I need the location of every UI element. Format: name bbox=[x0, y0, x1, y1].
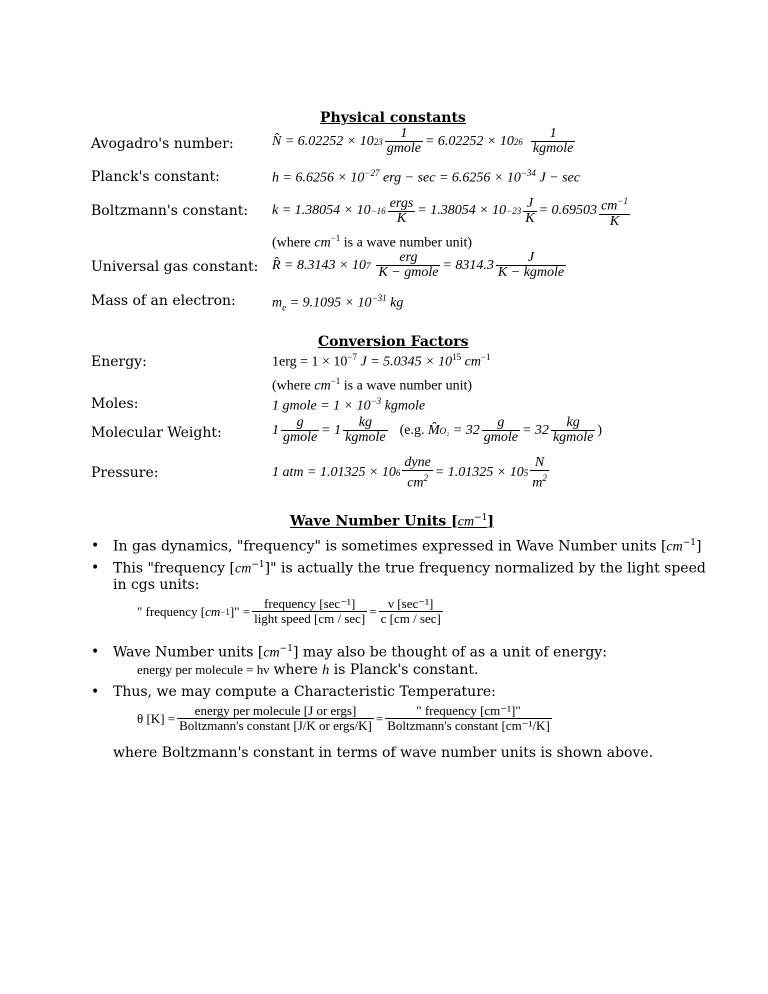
bullet-2-unit: cm bbox=[235, 561, 252, 577]
molw-one: 1 bbox=[272, 422, 279, 438]
moles-label: Moles: bbox=[91, 396, 139, 412]
energy-exp-1: −7 bbox=[347, 352, 357, 362]
energy-exp-3: −1 bbox=[480, 352, 491, 362]
fraction-denominator: Boltzmann's constant [J/K or ergs/K] bbox=[179, 718, 372, 733]
fraction-denominator: gmole bbox=[483, 430, 518, 445]
fraction-denominator: K bbox=[388, 211, 416, 226]
pressure-fraction-2 bbox=[530, 456, 549, 491]
moles-exp: −3 bbox=[370, 396, 382, 406]
theta-fraction-1 bbox=[177, 704, 374, 733]
fraction-denominator bbox=[530, 470, 549, 491]
fraction-numerator: ergs bbox=[389, 195, 414, 211]
electron-mass-label: Mass of an electron: bbox=[91, 293, 236, 309]
pressure-den-1: cm bbox=[407, 475, 424, 491]
molw-close: ) bbox=[597, 422, 603, 438]
fraction-numerator: frequency [sec⁻¹] bbox=[264, 596, 356, 611]
molw-eq: = 1 bbox=[321, 422, 342, 438]
conversion-factors-heading: Conversion Factors bbox=[318, 334, 469, 350]
bullet-3-rest: is Planck's constant. bbox=[333, 662, 479, 678]
fraction-denominator: gmole bbox=[283, 430, 318, 445]
planck-value-1: h = 6.6256 × 10 bbox=[272, 170, 365, 186]
energy-value-1: 1erg = 1 × 10 bbox=[272, 354, 348, 370]
gas-fraction-2 bbox=[496, 251, 566, 280]
fraction-numerator: 1 bbox=[400, 126, 408, 141]
molw-fraction-3 bbox=[482, 416, 520, 445]
bullet-3-b: ] may also be thought of as a unit of energy: bbox=[292, 644, 607, 661]
wave-heading-unit: cm bbox=[457, 514, 475, 530]
planck-value-2: erg − sec = 6.6256 × 10 bbox=[382, 170, 521, 186]
boltzmann-value-2: = 1.38054 × 10 bbox=[417, 203, 507, 219]
moles-equation bbox=[272, 396, 425, 415]
fraction-numerator: g bbox=[296, 415, 304, 430]
electron-sub: e bbox=[282, 302, 287, 313]
bullet-3-a: Wave Number units [ bbox=[113, 644, 264, 661]
theta-lhs: θ [K] = bbox=[137, 710, 176, 726]
fraction-denominator: K − kgmole bbox=[497, 265, 565, 280]
energy-equation bbox=[272, 352, 491, 371]
avogadro-fraction-1 bbox=[385, 127, 423, 156]
bullet-2-a: This "frequency [ bbox=[113, 560, 236, 577]
wave-number-heading bbox=[290, 513, 494, 531]
fraction-numerator: J bbox=[527, 250, 535, 265]
gas-constant-label: Universal gas constant: bbox=[91, 259, 259, 275]
fraction-numerator: N bbox=[534, 455, 545, 470]
planck-label: Planck's constant: bbox=[91, 169, 220, 185]
freq-fraction-2 bbox=[379, 597, 443, 626]
fraction-denominator: kgmole bbox=[552, 430, 594, 445]
boltzmann-exp-2: −23 bbox=[506, 206, 522, 217]
pressure-equation bbox=[272, 456, 551, 491]
molw-eq2: = 32 bbox=[452, 422, 480, 438]
bullet-3-unit: cm bbox=[263, 645, 280, 661]
avogadro-exp-2: 26 bbox=[513, 136, 523, 147]
theta-eq: = bbox=[375, 710, 384, 726]
planck-equation bbox=[272, 168, 580, 187]
pressure-value-1: 1 atm = 1.01325 × 10 bbox=[272, 465, 396, 481]
fraction-numerator bbox=[599, 194, 630, 214]
bullet-3-text bbox=[113, 644, 607, 662]
avogadro-exp-1: 23 bbox=[373, 136, 383, 147]
planck-exp-1: −27 bbox=[364, 168, 380, 178]
molw-symbol: M̂ bbox=[428, 422, 440, 438]
wave-number-note-2 bbox=[272, 376, 472, 395]
energy-exp-2: 15 bbox=[452, 352, 462, 362]
avogadro-equation bbox=[272, 127, 577, 156]
molw-fraction-2 bbox=[343, 416, 387, 445]
boltzmann-fraction-2 bbox=[523, 197, 536, 226]
fraction-numerator: dyne bbox=[404, 455, 431, 470]
bullet-3-marker: • bbox=[91, 644, 100, 660]
bullet-2-marker: • bbox=[91, 560, 100, 576]
fraction-numerator: erg bbox=[399, 250, 418, 265]
pressure-label: Pressure: bbox=[91, 465, 159, 481]
boltzmann-label: Boltzmann's constant: bbox=[91, 203, 249, 219]
freq-lhs-a: " frequency [ bbox=[137, 603, 206, 619]
bullet-4-marker: • bbox=[91, 684, 100, 700]
theta-fraction-2 bbox=[385, 704, 552, 733]
avogadro-fraction-2 bbox=[531, 127, 575, 156]
boltzmann-fraction-3 bbox=[599, 194, 630, 229]
bullet-3-line2 bbox=[137, 662, 478, 679]
freq-lhs-unit: cm bbox=[205, 603, 221, 619]
energy-unit: cm bbox=[464, 354, 481, 370]
energy-per-molecule: energy per molecule = hν bbox=[137, 662, 270, 677]
note-rest: is a wave number unit) bbox=[343, 235, 473, 251]
bullet-3-exp: −1 bbox=[279, 644, 293, 654]
molecular-weight-label: Molecular Weight: bbox=[91, 425, 222, 441]
note-exp: −1 bbox=[330, 376, 341, 386]
gas-exp: 7 bbox=[365, 260, 371, 271]
bullet-1-body: In gas dynamics, "frequency" is sometimes expressed in Wave Number units [ bbox=[113, 538, 667, 555]
boltzmann-equation bbox=[272, 194, 632, 229]
fraction-numerator: ν [sec⁻¹] bbox=[388, 596, 434, 611]
fraction-denominator: K bbox=[525, 210, 535, 226]
note-unit: cm bbox=[314, 378, 331, 394]
fraction-denominator: Boltzmann's constant [cm⁻¹/K] bbox=[387, 718, 550, 733]
pressure-fraction-1 bbox=[402, 456, 432, 491]
boltzmann-exp-3: −1 bbox=[617, 196, 628, 206]
bullet-2-line2: in cgs units: bbox=[113, 577, 200, 593]
fraction-numerator: energy per molecule [J or ergs] bbox=[194, 703, 357, 718]
fraction-numerator: kg bbox=[566, 415, 580, 430]
electron-value: = 9.1095 × 10 bbox=[289, 295, 372, 311]
gas-fraction-1 bbox=[376, 251, 440, 280]
bullet-3-h: h bbox=[322, 663, 330, 678]
characteristic-temperature-equation bbox=[137, 704, 554, 733]
avogadro-value-1: = 6.02252 × 10 bbox=[284, 133, 374, 149]
energy-value-2: J = 5.0345 × 10 bbox=[360, 354, 453, 370]
note-open: (where bbox=[272, 378, 311, 394]
fraction-denominator: kgmole bbox=[532, 141, 574, 156]
gas-constant-equation bbox=[272, 251, 568, 280]
freq-lhs-exp: −1 bbox=[220, 606, 230, 617]
molecular-weight-equation bbox=[272, 416, 602, 445]
fraction-numerator: kg bbox=[358, 415, 372, 430]
molw-eq3: = 32 bbox=[521, 422, 549, 438]
boltzmann-cm: cm bbox=[601, 198, 618, 214]
bullet-1-exp: −1 bbox=[682, 538, 697, 548]
molw-fraction-4 bbox=[551, 416, 595, 445]
bullet-1-unit: cm bbox=[666, 539, 683, 555]
fraction-numerator: g bbox=[497, 415, 505, 430]
bullet-2-exp: −1 bbox=[251, 560, 265, 570]
boltzmann-fraction-1 bbox=[388, 197, 416, 226]
pressure-value-2: = 1.01325 × 10 bbox=[434, 465, 524, 481]
frequency-equation bbox=[137, 597, 445, 626]
bullet-4-text: Thus, we may compute a Characteristic Temperature: bbox=[113, 684, 496, 700]
electron-symbol: m bbox=[272, 295, 283, 311]
fraction-numerator: 1 bbox=[549, 126, 557, 141]
pressure-den-exp-2: 2 bbox=[542, 473, 547, 483]
bullet-2-text bbox=[113, 560, 706, 578]
wave-heading-text: Wave Number Units [ bbox=[290, 513, 458, 530]
fraction-denominator: K − gmole bbox=[378, 265, 439, 280]
fraction-denominator: kgmole bbox=[345, 430, 386, 445]
bullet-2-b: ]" is actually the true frequency normalized by the light speed bbox=[264, 560, 706, 577]
electron-mass-equation bbox=[272, 293, 403, 312]
avogadro-value-2: = 6.02252 × 10 bbox=[424, 133, 514, 149]
fraction-denominator: c [cm / sec] bbox=[380, 611, 441, 626]
boltzmann-value-1: k = 1.38054 × 10 bbox=[272, 203, 371, 219]
freq-lhs-b: ]" = bbox=[229, 603, 251, 619]
gas-value-1: R̂ = 8.3143 × 10 bbox=[272, 257, 366, 273]
electron-exp: −31 bbox=[371, 293, 387, 303]
fraction-denominator bbox=[402, 470, 432, 491]
avogadro-symbol: N̂ bbox=[272, 133, 282, 149]
molw-eg: (e.g. bbox=[399, 422, 425, 438]
freq-eq: = bbox=[369, 603, 377, 619]
moles-value: 1 gmole = 1 × 10 bbox=[272, 398, 371, 414]
wave-heading-close: ] bbox=[487, 513, 495, 530]
moles-unit: kgmole bbox=[384, 398, 426, 414]
planck-exp-2: −34 bbox=[520, 168, 536, 178]
note-rest: is a wave number unit) bbox=[343, 378, 473, 394]
wave-heading-exp: −1 bbox=[474, 513, 488, 523]
bullet-1-text bbox=[113, 538, 702, 556]
avogadro-label: Avogadro's number: bbox=[91, 136, 234, 152]
pressure-den-2: m bbox=[532, 475, 543, 491]
bullet-4-after: where Boltzmann's constant in terms of wave number units is shown above. bbox=[113, 745, 654, 761]
note-exp: −1 bbox=[330, 233, 341, 243]
electron-unit: kg bbox=[390, 295, 404, 311]
planck-unit: J − sec bbox=[539, 170, 580, 186]
bullet-3-where: where bbox=[273, 662, 318, 678]
bullet-1-marker: • bbox=[91, 538, 100, 554]
molw-sub: O₂ bbox=[439, 425, 450, 436]
wave-number-note-1 bbox=[272, 233, 472, 252]
fraction-denominator: light speed [cm / sec] bbox=[254, 611, 366, 626]
fraction-denominator: gmole bbox=[386, 141, 421, 156]
pressure-exp-1: 6 bbox=[395, 468, 401, 479]
note-open: (where bbox=[272, 235, 311, 251]
gas-value-2: = 8314.3 bbox=[442, 257, 494, 273]
fraction-denominator: K bbox=[599, 214, 630, 229]
physical-constants-heading: Physical constants bbox=[320, 110, 466, 126]
molw-fraction-1 bbox=[281, 416, 319, 445]
freq-fraction-1 bbox=[252, 597, 367, 626]
pressure-exp-2: 5 bbox=[523, 468, 529, 479]
fraction-numerator: J bbox=[526, 195, 534, 211]
pressure-den-exp-1: 2 bbox=[423, 473, 429, 483]
fraction-numerator: " frequency [cm⁻¹]" bbox=[416, 703, 521, 718]
energy-label: Energy: bbox=[91, 354, 147, 370]
note-unit: cm bbox=[314, 235, 331, 251]
bullet-1-close: ] bbox=[696, 538, 702, 555]
boltzmann-value-3: = 0.69503 bbox=[538, 203, 598, 219]
boltzmann-exp-1: −16 bbox=[370, 206, 386, 217]
